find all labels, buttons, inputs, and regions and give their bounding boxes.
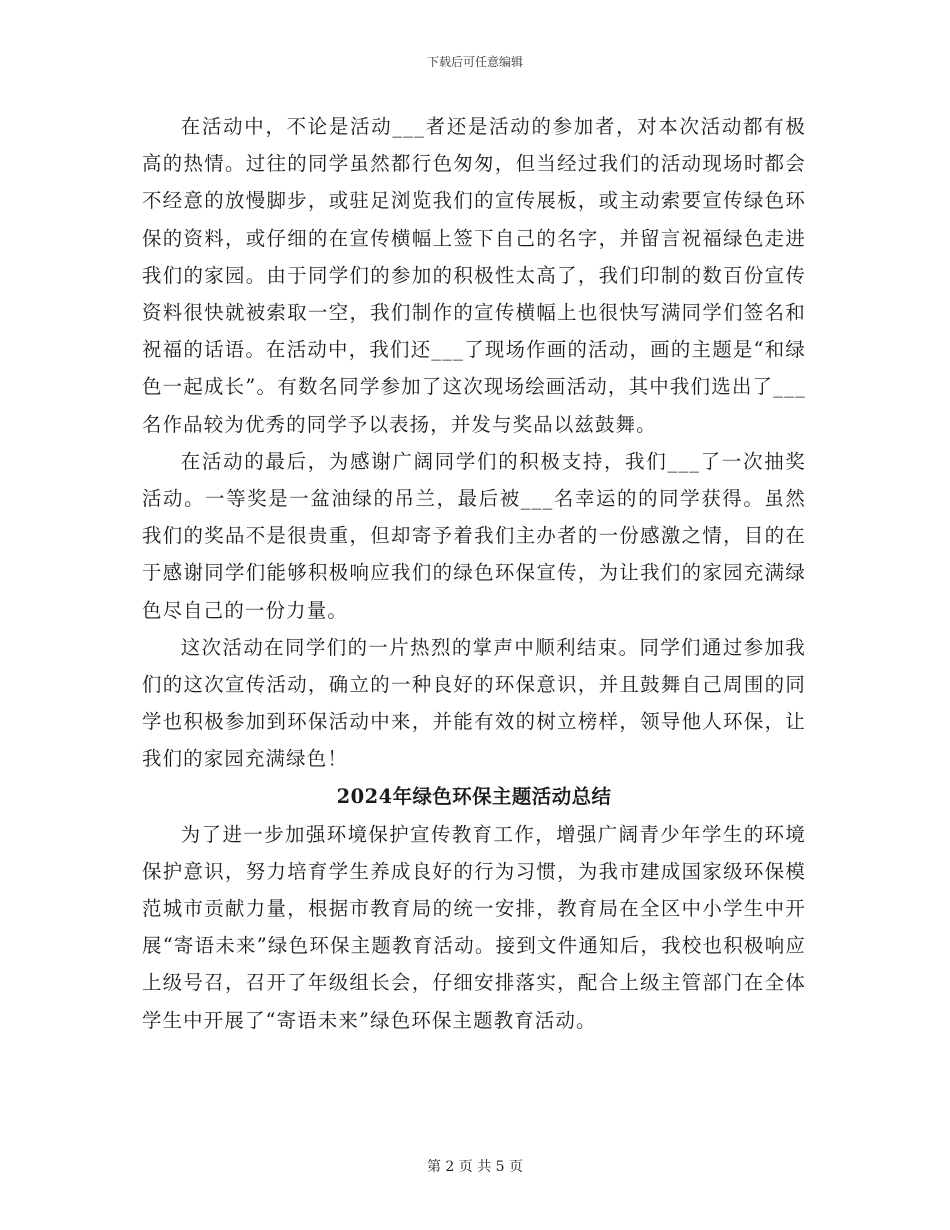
document-body — [142, 108, 806, 1039]
body-paragraph: 在活动的最后，为感谢广阔同学们的积极支持，我们___了一次抽奖活动。一等奖是一盆油绿的吊兰，最后被___名幸运的的同学获得。虽然我们的奖品不是很贵重，但却寄予着我们主办者的一份感激之情，目的在于感谢同学们能够积极响应我们的绿色环保宣传，为让我们的家园充满绿色尽自己的一份力量。 — [142, 449, 806, 622]
body-paragraph: 这次活动在同学们的一片热烈的掌声中顺利结束。同学们通过参加我们的这次宣传活动，确立的一种良好的环保意识，并且鼓舞自己周围的同学也积极参加到环保活动中来，并能有效的树立榜样，领导他人环保，让我们的家园充满绿色！ — [142, 635, 806, 771]
page-number: 第 2 页 共 5 页 — [426, 1159, 524, 1175]
body-paragraph: 为了进一步加强环境保护宣传教育工作，增强广阔青少年学生的环境保护意识，努力培育学生养成良好的行为习惯，为我市建成国家级环保模范城市贡献力量，根据市教育局的统一安排，教育局在全区中小学生中开展“寄语未来”绿色环保主题教育活动。接到文件通知后，我校也积极响应上级号召，召开了年级组长会，仔细安排落实，配合上级主管部门在全体学生中开展了“寄语未来”绿色环保主题教育活动。 — [142, 822, 806, 1032]
section-title: 2024年绿色环保主题活动总结 — [336, 784, 612, 808]
page-header: 下载后可任意编辑 — [426, 55, 523, 69]
body-paragraph: 在活动中，不论是活动___者还是活动的参加者，对本次活动都有极高的热情。过往的同学虽然都行色匆匆，但当经过我们的活动现场时都会不经意的放慢脚步，或驻足浏览我们的宣传展板，或主动索要宣传绿色环保的资料，或仔细的在宣传横幅上签下自己的名字，并留言祝福绿色走进我们的家园。由于同学们的参加的积极性太高了，我们印制的数百份宣传资料很快就被索取一空，我们制作的宣传横幅上也很快写满同学们签名和祝福的话语。在活动中，我们还___了现场作画的活动，画的主题是“和绿色一起成长”。有数名同学参加了这次现场绘画活动，其中我们选出了___名作品较为优秀的同学予以表扬，并发与奖品以兹鼓舞。 — [142, 115, 806, 436]
